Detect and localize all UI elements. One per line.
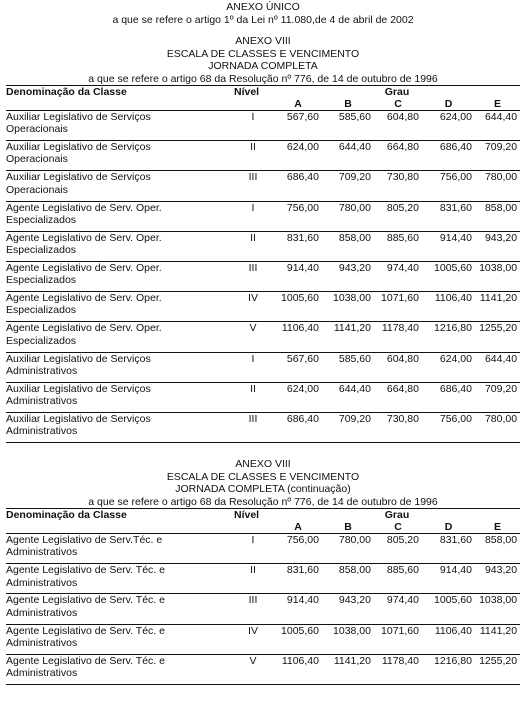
grade-value-cell: 624,00 bbox=[274, 141, 322, 171]
grade-value-cell: 780,00 bbox=[322, 534, 374, 564]
class-name-line-1: Auxiliar Legislativo de Serviços bbox=[6, 412, 151, 425]
grade-value-cell: 567,60 bbox=[274, 111, 322, 141]
grade-letter-header: D bbox=[422, 98, 475, 111]
grade-value-cell: 644,40 bbox=[322, 382, 374, 412]
grade-value-cell: 1038,00 bbox=[322, 292, 374, 322]
class-name-line-2: Administrativos bbox=[6, 364, 78, 377]
level-cell: II bbox=[226, 564, 274, 594]
class-name-line-2: Administrativos bbox=[6, 546, 78, 559]
grade-value-cell: 943,20 bbox=[322, 261, 374, 291]
table-row bbox=[6, 261, 520, 291]
grade-value-cell: 1141,20 bbox=[475, 624, 520, 654]
class-name-line-2: Especializados bbox=[6, 213, 77, 226]
grade-value-cell: 686,40 bbox=[422, 141, 475, 171]
document-subtitle: a que se refere o artigo 1º da Lei nº 11.080,de 4 de abril de 2002 bbox=[112, 13, 414, 26]
class-name-line-2: Especializados bbox=[6, 334, 77, 347]
salary-table bbox=[6, 85, 520, 443]
class-name-line-2: Operacionais bbox=[6, 183, 68, 196]
grade-value-cell: 604,80 bbox=[374, 352, 422, 382]
header-spacer bbox=[226, 521, 274, 534]
annex-heading-line-2: ESCALA DE CLASSES E VENCIMENTO bbox=[166, 470, 360, 483]
grade-value-cell: 1216,80 bbox=[422, 654, 475, 684]
grade-letter-header: C bbox=[374, 98, 422, 111]
annex-heading-line-1: ANEXO VIII bbox=[235, 35, 291, 47]
class-name-line-2: Especializados bbox=[6, 304, 77, 317]
class-name-line-1: Auxiliar Legislativo de Serviços bbox=[6, 352, 151, 365]
table-row bbox=[6, 231, 520, 261]
annex-heading bbox=[6, 458, 520, 508]
grade-value-cell: 686,40 bbox=[274, 171, 322, 201]
header-spacer bbox=[6, 521, 226, 534]
grade-value-cell: 1141,20 bbox=[322, 654, 374, 684]
class-name-line-2: Administrativos bbox=[6, 636, 78, 649]
annex-heading-line-3: JORNADA COMPLETA bbox=[208, 60, 318, 72]
grade-value-cell: 567,60 bbox=[274, 352, 322, 382]
annex-heading bbox=[6, 35, 520, 85]
grade-value-cell: 914,40 bbox=[422, 231, 475, 261]
grade-value-cell: 1038,00 bbox=[322, 624, 374, 654]
grade-value-cell: 1071,60 bbox=[374, 624, 422, 654]
grade-letter-header: A bbox=[274, 521, 322, 534]
table-row bbox=[6, 111, 520, 141]
grade-letter-header: E bbox=[475, 521, 520, 534]
grade-value-cell: 974,40 bbox=[374, 594, 422, 624]
class-name-cell bbox=[6, 534, 226, 564]
column-header-grade: Grau bbox=[274, 509, 520, 522]
class-name-line-1: Auxiliar Legislativo de Serviços bbox=[6, 382, 151, 395]
grade-value-cell: 914,40 bbox=[422, 564, 475, 594]
grade-letter-header: C bbox=[374, 521, 422, 534]
grade-value-cell: 624,00 bbox=[274, 382, 322, 412]
table-row bbox=[6, 141, 520, 171]
grade-value-cell: 1038,00 bbox=[475, 261, 520, 291]
column-header-level: Nível bbox=[226, 509, 274, 522]
class-name-cell bbox=[6, 382, 226, 412]
class-name-cell bbox=[6, 201, 226, 231]
grade-value-cell: 1106,40 bbox=[422, 292, 475, 322]
level-cell: III bbox=[226, 171, 274, 201]
annex-heading-line-3: JORNADA COMPLETA (continuação) bbox=[175, 483, 351, 496]
annex-heading-line-2: ESCALA DE CLASSES E VENCIMENTO bbox=[166, 47, 360, 60]
document-title: ANEXO ÚNICO bbox=[226, 1, 300, 13]
table-row bbox=[6, 412, 520, 442]
class-name-line-2: Operacionais bbox=[6, 153, 68, 166]
table-row bbox=[6, 624, 520, 654]
grade-value-cell: 644,40 bbox=[475, 352, 520, 382]
grade-value-cell: 686,40 bbox=[422, 382, 475, 412]
table-row bbox=[6, 352, 520, 382]
grade-letter-header: B bbox=[322, 98, 374, 111]
grade-value-cell: 730,80 bbox=[374, 171, 422, 201]
grade-value-cell: 730,80 bbox=[374, 412, 422, 442]
class-name-cell bbox=[6, 412, 226, 442]
salary-table bbox=[6, 508, 520, 685]
class-name-line-1: Agente Legislativo de Serv. Oper. bbox=[6, 261, 162, 274]
grade-value-cell: 780,00 bbox=[475, 412, 520, 442]
level-cell: II bbox=[226, 382, 274, 412]
class-name-line-1: Agente Legislativo de Serv.Téc. e bbox=[6, 534, 163, 547]
grade-value-cell: 585,60 bbox=[322, 111, 374, 141]
class-name-line-2: Especializados bbox=[6, 274, 77, 287]
grade-value-cell: 1141,20 bbox=[475, 292, 520, 322]
grade-value-cell: 831,60 bbox=[274, 231, 322, 261]
class-name-cell bbox=[6, 322, 226, 352]
level-cell: V bbox=[226, 654, 274, 684]
grade-value-cell: 709,20 bbox=[475, 141, 520, 171]
grade-value-cell: 831,60 bbox=[422, 201, 475, 231]
document-header bbox=[0, 0, 526, 26]
grade-value-cell: 1255,20 bbox=[475, 654, 520, 684]
grade-value-cell: 885,60 bbox=[374, 231, 422, 261]
column-header-grade: Grau bbox=[274, 86, 520, 99]
annex-heading-line-1: ANEXO VIII bbox=[235, 458, 291, 471]
class-name-cell bbox=[6, 141, 226, 171]
class-name-line-2: Operacionais bbox=[6, 123, 68, 136]
class-name-line-1: Auxiliar Legislativo de Serviços bbox=[6, 141, 151, 154]
level-cell: II bbox=[226, 141, 274, 171]
table-row bbox=[6, 201, 520, 231]
class-name-line-2: Especializados bbox=[6, 244, 77, 257]
grade-value-cell: 624,00 bbox=[422, 111, 475, 141]
grade-value-cell: 831,60 bbox=[274, 564, 322, 594]
grade-value-cell: 858,00 bbox=[322, 231, 374, 261]
grade-value-cell: 1178,40 bbox=[374, 322, 422, 352]
level-cell: III bbox=[226, 261, 274, 291]
class-name-line-1: Agente Legislativo de Serv. Téc. e bbox=[6, 594, 165, 607]
level-cell: IV bbox=[226, 624, 274, 654]
grade-value-cell: 943,20 bbox=[322, 594, 374, 624]
table-row bbox=[6, 382, 520, 412]
grade-value-cell: 664,80 bbox=[374, 141, 422, 171]
class-name-cell bbox=[6, 171, 226, 201]
grade-value-cell: 1255,20 bbox=[475, 322, 520, 352]
class-name-cell bbox=[6, 352, 226, 382]
grade-value-cell: 1178,40 bbox=[374, 654, 422, 684]
grade-value-cell: 604,80 bbox=[374, 111, 422, 141]
grade-value-cell: 1071,60 bbox=[374, 292, 422, 322]
class-name-cell bbox=[6, 564, 226, 594]
annex-section-2 bbox=[6, 458, 520, 685]
grade-value-cell: 1106,40 bbox=[274, 654, 322, 684]
class-name-line-1: Agente Legislativo de Serv. Téc. e bbox=[6, 564, 165, 577]
level-cell: I bbox=[226, 201, 274, 231]
grade-value-cell: 780,00 bbox=[475, 171, 520, 201]
grade-value-cell: 1005,60 bbox=[274, 624, 322, 654]
grade-value-cell: 686,40 bbox=[274, 412, 322, 442]
level-cell: III bbox=[226, 412, 274, 442]
column-header-level: Nível bbox=[226, 86, 274, 99]
grade-value-cell: 1216,80 bbox=[422, 322, 475, 352]
grade-letter-header: E bbox=[475, 98, 520, 111]
class-name-line-1: Agente Legislativo de Serv. Oper. bbox=[6, 292, 162, 305]
grade-value-cell: 644,40 bbox=[475, 111, 520, 141]
grade-value-cell: 831,60 bbox=[422, 534, 475, 564]
annex-heading-line-4: a que se refere o artigo 68 da Resolução nº 776, de 14 de outubro de 1996 bbox=[88, 495, 438, 508]
class-name-cell bbox=[6, 261, 226, 291]
table-row bbox=[6, 564, 520, 594]
table-row bbox=[6, 322, 520, 352]
grade-value-cell: 943,20 bbox=[475, 564, 520, 594]
annex-heading-line-4: a que se refere o artigo 68 da Resolução nº 776, de 14 de outubro de 1996 bbox=[88, 72, 438, 85]
level-cell: V bbox=[226, 322, 274, 352]
class-name-line-1: Agente Legislativo de Serv. Téc. e bbox=[6, 654, 165, 667]
table-row bbox=[6, 654, 520, 684]
grade-value-cell: 805,20 bbox=[374, 201, 422, 231]
class-name-line-2: Administrativos bbox=[6, 394, 78, 407]
grade-value-cell: 858,00 bbox=[475, 534, 520, 564]
grade-value-cell: 885,60 bbox=[374, 564, 422, 594]
grade-value-cell: 709,20 bbox=[475, 382, 520, 412]
grade-value-cell: 709,20 bbox=[322, 171, 374, 201]
class-name-line-1: Auxiliar Legislativo de Serviços bbox=[6, 111, 151, 123]
grade-value-cell: 974,40 bbox=[374, 261, 422, 291]
grade-value-cell: 914,40 bbox=[274, 261, 322, 291]
class-name-line-1: Agente Legislativo de Serv. Téc. e bbox=[6, 624, 165, 637]
grade-value-cell: 914,40 bbox=[274, 594, 322, 624]
grade-letter-header: B bbox=[322, 521, 374, 534]
grade-value-cell: 1106,40 bbox=[422, 624, 475, 654]
class-name-cell bbox=[6, 231, 226, 261]
grade-letter-header: D bbox=[422, 521, 475, 534]
class-name-cell bbox=[6, 654, 226, 684]
class-name-cell bbox=[6, 292, 226, 322]
grade-value-cell: 585,60 bbox=[322, 352, 374, 382]
grade-value-cell: 858,00 bbox=[322, 564, 374, 594]
table-row bbox=[6, 594, 520, 624]
level-cell: I bbox=[226, 352, 274, 382]
class-name-line-2: Administrativos bbox=[6, 576, 78, 589]
grade-value-cell: 780,00 bbox=[322, 201, 374, 231]
class-name-line-2: Administrativos bbox=[6, 606, 78, 619]
class-name-line-1: Agente Legislativo de Serv. Oper. bbox=[6, 231, 162, 244]
grade-value-cell: 1141,20 bbox=[322, 322, 374, 352]
class-name-cell bbox=[6, 594, 226, 624]
table-row bbox=[6, 292, 520, 322]
grade-value-cell: 756,00 bbox=[422, 412, 475, 442]
header-spacer bbox=[6, 98, 226, 111]
level-cell: II bbox=[226, 231, 274, 261]
grade-value-cell: 1005,60 bbox=[422, 261, 475, 291]
column-header-class: Denominação da Classe bbox=[6, 509, 226, 522]
level-cell: I bbox=[226, 534, 274, 564]
grade-value-cell: 644,40 bbox=[322, 141, 374, 171]
grade-value-cell: 756,00 bbox=[274, 534, 322, 564]
annex-section-1 bbox=[6, 35, 520, 443]
table-row bbox=[6, 534, 520, 564]
grade-value-cell: 858,00 bbox=[475, 201, 520, 231]
grade-value-cell: 1005,60 bbox=[422, 594, 475, 624]
grade-value-cell: 624,00 bbox=[422, 352, 475, 382]
class-name-line-1: Agente Legislativo de Serv. Oper. bbox=[6, 322, 162, 335]
class-name-line-1: Agente Legislativo de Serv. Oper. bbox=[6, 201, 162, 214]
class-name-cell bbox=[6, 624, 226, 654]
grade-value-cell: 1106,40 bbox=[274, 322, 322, 352]
level-cell: I bbox=[226, 111, 274, 141]
grade-value-cell: 664,80 bbox=[374, 382, 422, 412]
grade-value-cell: 943,20 bbox=[475, 231, 520, 261]
grade-value-cell: 805,20 bbox=[374, 534, 422, 564]
level-cell: III bbox=[226, 594, 274, 624]
grade-value-cell: 709,20 bbox=[322, 412, 374, 442]
level-cell: IV bbox=[226, 292, 274, 322]
grade-value-cell: 756,00 bbox=[274, 201, 322, 231]
class-name-line-2: Administrativos bbox=[6, 667, 78, 680]
grade-value-cell: 756,00 bbox=[422, 171, 475, 201]
table-row bbox=[6, 171, 520, 201]
class-name-cell bbox=[6, 111, 226, 141]
class-name-line-1: Auxiliar Legislativo de Serviços bbox=[6, 171, 151, 184]
column-header-class: Denominação da Classe bbox=[6, 86, 226, 99]
grade-letter-header: A bbox=[274, 98, 322, 111]
grade-value-cell: 1038,00 bbox=[475, 594, 520, 624]
class-name-line-2: Administrativos bbox=[6, 425, 78, 438]
grade-value-cell: 1005,60 bbox=[274, 292, 322, 322]
header-spacer bbox=[226, 98, 274, 111]
